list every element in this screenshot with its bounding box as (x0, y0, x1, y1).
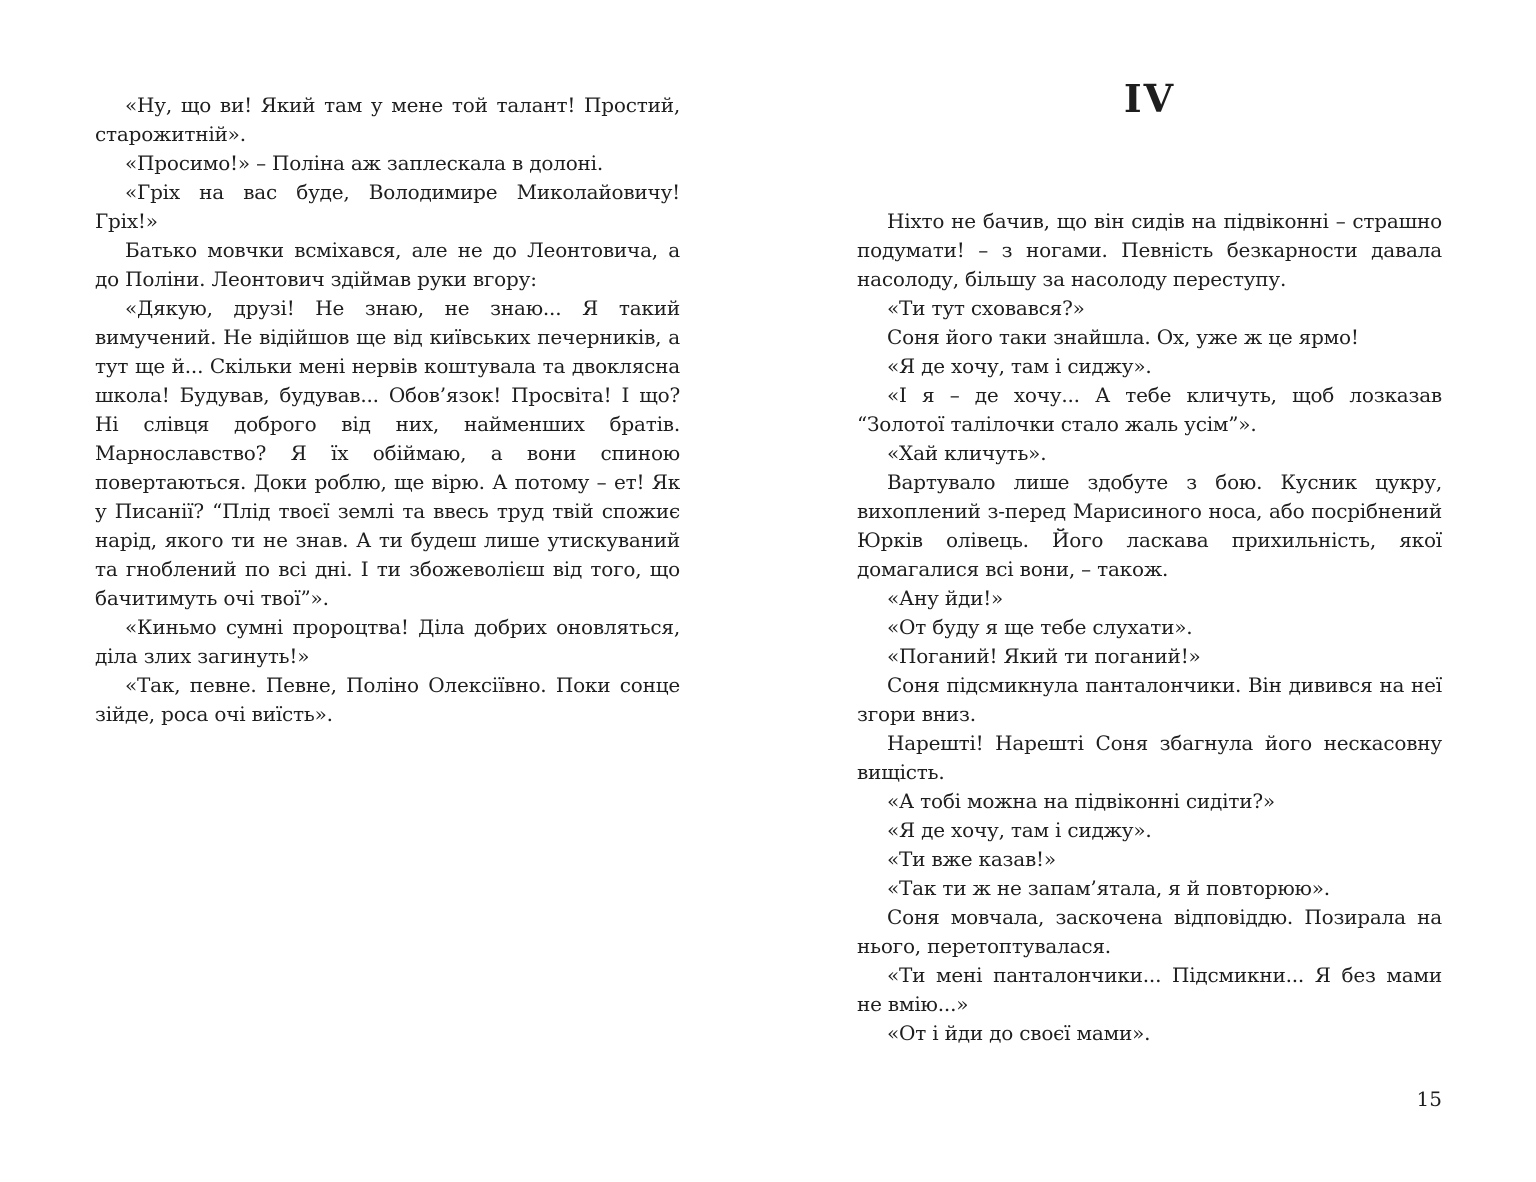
left-paragraph-2: «Просимо!» – Поліна аж заплескала в долоні. (125, 151, 604, 175)
right-paragraph-17: Соня мовчала, заскочена відповіддю. Позирала на нього, перетоптувалася. (857, 905, 1442, 958)
right-paragraph-9: «От буду я ще тебе слухати». (887, 615, 1193, 639)
right-page-body (857, 207, 1442, 1048)
right-paragraph-13: «А тобі можна на підвіконні сидіти?» (887, 789, 1275, 813)
right-paragraph-18: «Ти мені панталончики... Підсмикни... Я без мами не вмію...» (857, 963, 1442, 1016)
page-number: 15 (1416, 1087, 1442, 1111)
left-paragraph-5: «Дякую, друзі! Не знаю, не знаю... Я такий вимучений. Не відійшов ще від київських печерників, а тут ще й... Скільки мені нервів коштувала та двоклясна школа! Будував, будував... Обов’язок! Просвіта! І що? Ні слівця доброго від них, найменших братів. Марнославство? Я їх обіймаю, а вони спиною повертаються. Доки роблю, ще вірю. А потому – ет! Як у Писанії? “Плід твоєї землі та ввесь труд твій спожиє нарід, якого ти не знав. А ти будеш лише утискуваний та гноблений по всі дні. І ти збожеволієш від того, що бачитимуть очі твої”». (95, 296, 680, 610)
right-paragraph-4: «Я де хочу, там і сиджу». (887, 354, 1152, 378)
right-paragraph-6: «Хай кличуть». (887, 441, 1047, 465)
chapter-heading: IV (1123, 76, 1176, 121)
right-paragraph-2: «Ти тут сховався?» (887, 296, 1085, 320)
right-paragraph-15: «Ти вже казав!» (887, 847, 1056, 871)
right-paragraph-7: Вартувало лише здобуте з бою. Кусник цукру, вихоплений з-перед Марисиного носа, або посрібнений Юрків олівець. Його ласкава прихильність, якої домагалися всі вони, – також. (857, 470, 1442, 581)
right-paragraph-12: Нарешті! Нарешті Соня збагнула його нескасовну вищість. (857, 731, 1442, 784)
left-paragraph-7: «Так, певне. Певне, Поліно Олексіївно. Поки сонце зійде, роса очі виїсть». (95, 673, 680, 726)
right-paragraph-3: Соня його таки знайшла. Ох, уже ж це ярмо! (887, 325, 1359, 349)
right-paragraph-8: «Ану йди!» (887, 586, 1004, 610)
right-paragraph-19: «От і йди до своєї мами». (887, 1021, 1151, 1045)
right-paragraph-16: «Так ти ж не запам’ятала, я й повторюю». (887, 876, 1330, 900)
right-paragraph-5: «І я – де хочу... А тебе кличуть, щоб лозказав “Золотої талілочки стало жаль усім”». (857, 383, 1442, 436)
right-paragraph-14: «Я де хочу, там і сиджу». (887, 818, 1152, 842)
right-paragraph-10: «Поганий! Який ти поганий!» (887, 644, 1201, 668)
left-paragraph-6: «Киньмо сумні пророцтва! Діла добрих оновляться, діла злих загинуть!» (95, 615, 680, 668)
left-paragraph-4: Батько мовчки всміхався, але не до Леонтовича, а до Поліни. Леонтович здіймав руки вгору: (95, 238, 680, 291)
right-paragraph-11: Соня підсмикнула панталончики. Він дивився на неї згори вниз. (857, 673, 1442, 726)
left-page (95, 91, 680, 729)
right-paragraph-1: Ніхто не бачив, що він сидів на підвіконні – страшно подумати! – з ногами. Певність безкарности давала насолоду, більшу за насолоду переступу. (857, 209, 1442, 291)
left-paragraph-1: «Ну, що ви! Який там у мене той талант! Простий, старожитній». (95, 93, 680, 146)
left-paragraph-3: «Гріх на вас буде, Володимире Миколайовичу! Гріх!» (95, 180, 680, 233)
